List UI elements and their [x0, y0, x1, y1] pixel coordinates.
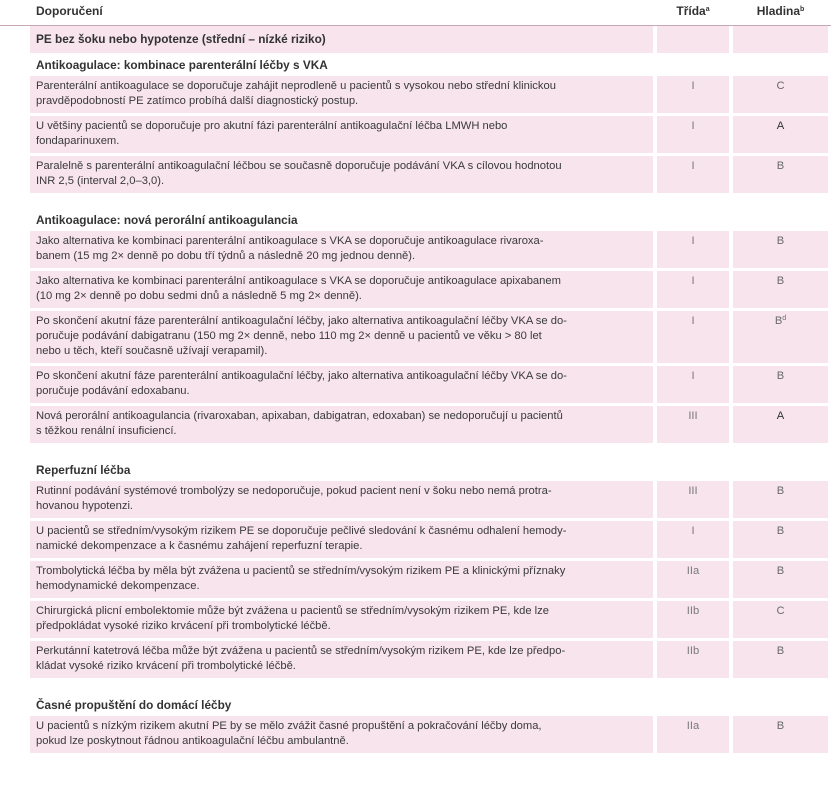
table-row — [0, 366, 831, 403]
recommendation-text: Perkutánní katetrová léčba může být zvážena u pacientů se středním/vysokým rizikem PE, kde lze předpo- kládat vysoké riziko krvácení při trombolytické léčbě. — [36, 645, 566, 672]
section-header-row — [0, 695, 831, 716]
recommendation-text: Paralelně s parenterální antikoagulační léčbou se současně doporučuje podávání VKA s cílovou hodnotou INR 2,5 (interval 2,0–3,0). — [36, 160, 562, 187]
table-header — [0, 0, 831, 26]
level-letter: B — [776, 275, 785, 287]
level-letter: B — [776, 160, 785, 172]
level-letter: B — [776, 485, 785, 497]
table-row — [0, 271, 831, 308]
recommendation-text: Po skončení akutní fáze parenterální antikoagulační léčby, jako alternativa antikoagulační léčby VKA se do- poručuje podávání dabigatranu (150 mg 2× denně, nebo 110 mg 2× denně u pacientů ve věku > 80 let nebo u těch, kteří současně užívají verapamil). — [36, 315, 567, 357]
table-row — [0, 521, 831, 558]
level-value — [733, 116, 828, 153]
level-value — [733, 311, 828, 363]
level-value — [733, 156, 828, 193]
level-value — [733, 231, 828, 268]
section-title: Reperfuzní léčba — [36, 463, 131, 477]
table-row — [0, 156, 831, 193]
section-title: Antikoagulace: nová perorální antikoagulancia — [36, 213, 298, 227]
recommendation-text: Nová perorální antikoagulancia (rivaroxaban, apixaban, dabigatran, edoxaban) se nedoporučují u pacientů s těžkou renální insuficiencí. — [36, 410, 563, 437]
recommendation-text: Po skončení akutní fáze parenterální antikoagulační léčby, jako alternativa antikoagulační léčby VKA se do- poručuje podávání edoxabanu. — [36, 370, 567, 397]
level-letter: B — [776, 235, 785, 247]
column-header-class-footnote: a — [705, 6, 710, 13]
class-value: IIb — [686, 645, 700, 657]
recommendation-text: U pacientů s nízkým rizikem akutní PE by se mělo zvážit časné propuštění a pokračování léčby doma, pokud lze poskytnout řádnou antikoagulační léčbu ambulantně. — [36, 720, 542, 747]
class-value: I — [691, 120, 695, 132]
level-value — [733, 521, 828, 558]
level-letter: A — [776, 410, 785, 422]
column-header-level — [733, 4, 828, 19]
level-letter: B — [776, 645, 785, 657]
level-footnote: d — [782, 315, 787, 322]
level-letter: B — [774, 315, 783, 327]
class-value: I — [691, 275, 695, 287]
recommendation-text: Jako alternativa ke kombinaci parenterální antikoagulace s VKA se doporučuje antikoagulace apixabanem (10 mg 2× denně po dobu sedmi dnů a následně 5 mg 2× denně). — [36, 275, 561, 302]
table-row — [0, 76, 831, 113]
class-value: IIb — [686, 605, 700, 617]
level-letter: B — [776, 525, 785, 537]
level-value — [733, 641, 828, 678]
class-value: III — [688, 410, 698, 422]
class-value: I — [691, 315, 695, 327]
class-value: III — [688, 485, 698, 497]
recommendation-text: Parenterální antikoagulace se doporučuje zahájit neprodleně u pacientů s vysokou nebo střední klinickou pravděpodobností PE zatímco probíhá další diagnostický postup. — [36, 80, 556, 107]
level-value — [733, 561, 828, 598]
recommendation-text: Trombolytická léčba by měla být zvážena u pacientů se středním/vysokým rizikem PE a klinickými příznaky hemodynamické dekompenzace. — [36, 565, 566, 592]
level-letter: B — [776, 565, 785, 577]
class-value: I — [691, 370, 695, 382]
class-value: I — [691, 525, 695, 537]
column-header-class — [657, 4, 729, 19]
class-value: I — [691, 160, 695, 172]
class-value: IIa — [686, 565, 700, 577]
section-title: Časné propuštění do domácí léčby — [36, 698, 232, 712]
table-row — [0, 231, 831, 268]
level-letter: C — [776, 605, 785, 617]
level-value — [733, 406, 828, 443]
column-header-class-label: Třída — [676, 4, 706, 18]
level-value — [733, 716, 828, 753]
level-letter: A — [776, 120, 785, 132]
section-header-row — [0, 460, 831, 481]
level-value — [733, 366, 828, 403]
table-row — [0, 481, 831, 518]
class-value: I — [691, 80, 695, 92]
table-row — [0, 561, 831, 598]
level-value — [733, 481, 828, 518]
table-row — [0, 311, 831, 363]
recommendation-text: Rutinní podávání systémové trombolýzy se nedoporučuje, pokud pacient není v šoku nebo nemá protra- hovanou hypotenzi. — [36, 485, 552, 512]
column-header-level-footnote: b — [800, 6, 805, 13]
section-header-row — [0, 55, 831, 76]
recommendation-text: U pacientů se středním/vysokým rizikem PE se doporučuje pečlivé sledování k časnému odhalení hemody- namické dekompenzace a k časnému zahájení reperfuzní terapie. — [36, 525, 567, 552]
level-letter: B — [776, 720, 785, 732]
table-row — [0, 601, 831, 638]
recommendation-text: Chirurgická plicní embolektomie může být zvážena u pacientů se středním/vysokým rizikem PE, kde lze předpokládat vysoké riziko krvácení při trombolytické léčbě. — [36, 605, 549, 632]
section-title: Antikoagulace: kombinace parenterální léčby s VKA — [36, 58, 328, 72]
group-title: PE bez šoku nebo hypotenze (střední – nízké riziko) — [36, 32, 326, 46]
recommendation-text: Jako alternativa ke kombinaci parenterální antikoagulace s VKA se doporučuje antikoagulace rivaroxa- banem (15 mg 2× denně po dobu tří týdnů a následně 20 mg jednou denně). — [36, 235, 544, 262]
recommendation-text: U většiny pacientů se doporučuje pro akutní fázi parenterální antikoagulační léčba LMWH nebo fondaparinuxem. — [36, 120, 508, 147]
table-row — [0, 116, 831, 153]
level-value — [733, 76, 828, 113]
column-header-level-label: Hladina — [756, 4, 801, 18]
level-value — [733, 601, 828, 638]
class-value: IIa — [686, 720, 700, 732]
section-header-row — [0, 210, 831, 231]
table-row — [0, 716, 831, 753]
class-value: I — [691, 235, 695, 247]
column-header-recommendation: Doporučení — [36, 4, 103, 18]
group-title-row — [0, 26, 831, 53]
level-letter: B — [776, 370, 785, 382]
table-row — [0, 406, 831, 443]
level-letter: C — [776, 80, 785, 92]
table-row — [0, 641, 831, 678]
level-value — [733, 271, 828, 308]
